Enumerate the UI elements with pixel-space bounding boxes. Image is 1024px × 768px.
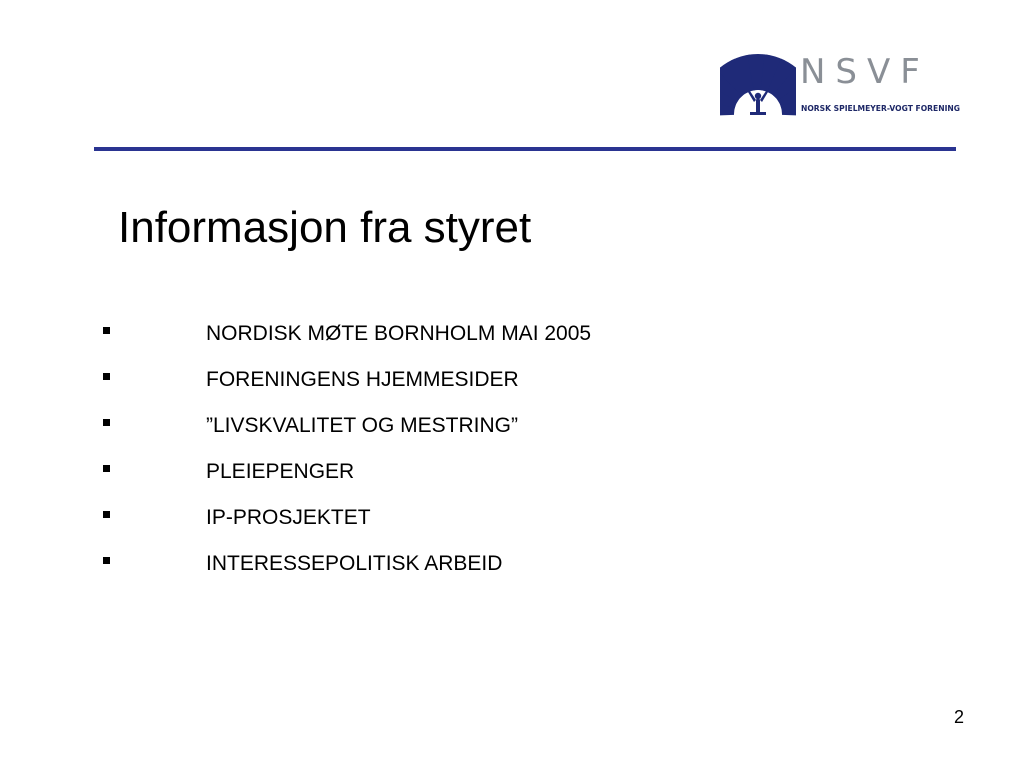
bullet-item xyxy=(0,364,800,410)
bullet-item xyxy=(0,318,800,364)
header-divider xyxy=(94,147,956,151)
bullet-square-icon xyxy=(103,511,110,518)
bullet-text: PLEIEPENGER xyxy=(206,460,355,483)
bullet-item xyxy=(0,410,800,456)
bullet-square-icon xyxy=(103,419,110,426)
bullet-text: INTERESSEPOLITISK ARBEID xyxy=(206,552,503,575)
bullet-square-icon xyxy=(103,465,110,472)
logo-letters: NSVF xyxy=(800,52,930,92)
nsvf-logo xyxy=(720,48,960,120)
bullet-item xyxy=(0,502,800,548)
bullet-square-icon xyxy=(103,327,110,334)
bullet-text: IP-PROSJEKTET xyxy=(206,506,371,529)
bullet-text: ”LIVSKVALITET OG MESTRING” xyxy=(206,414,518,437)
slide-title: Informasjon fra styret xyxy=(118,203,532,252)
bullet-list xyxy=(0,318,800,594)
bullet-text: FORENINGENS HJEMMESIDER xyxy=(206,368,519,391)
bullet-square-icon xyxy=(103,373,110,380)
bullet-text: NORDISK MØTE BORNHOLM MAI 2005 xyxy=(206,322,592,345)
logo-emblem-icon xyxy=(720,48,796,120)
logo-subtitle: NORSK SPIELMEYER-VOGT FORENING xyxy=(801,104,960,113)
bullet-item xyxy=(0,456,800,502)
bullet-square-icon xyxy=(103,557,110,564)
page-number: 2 xyxy=(953,707,964,727)
bullet-item xyxy=(0,548,800,594)
